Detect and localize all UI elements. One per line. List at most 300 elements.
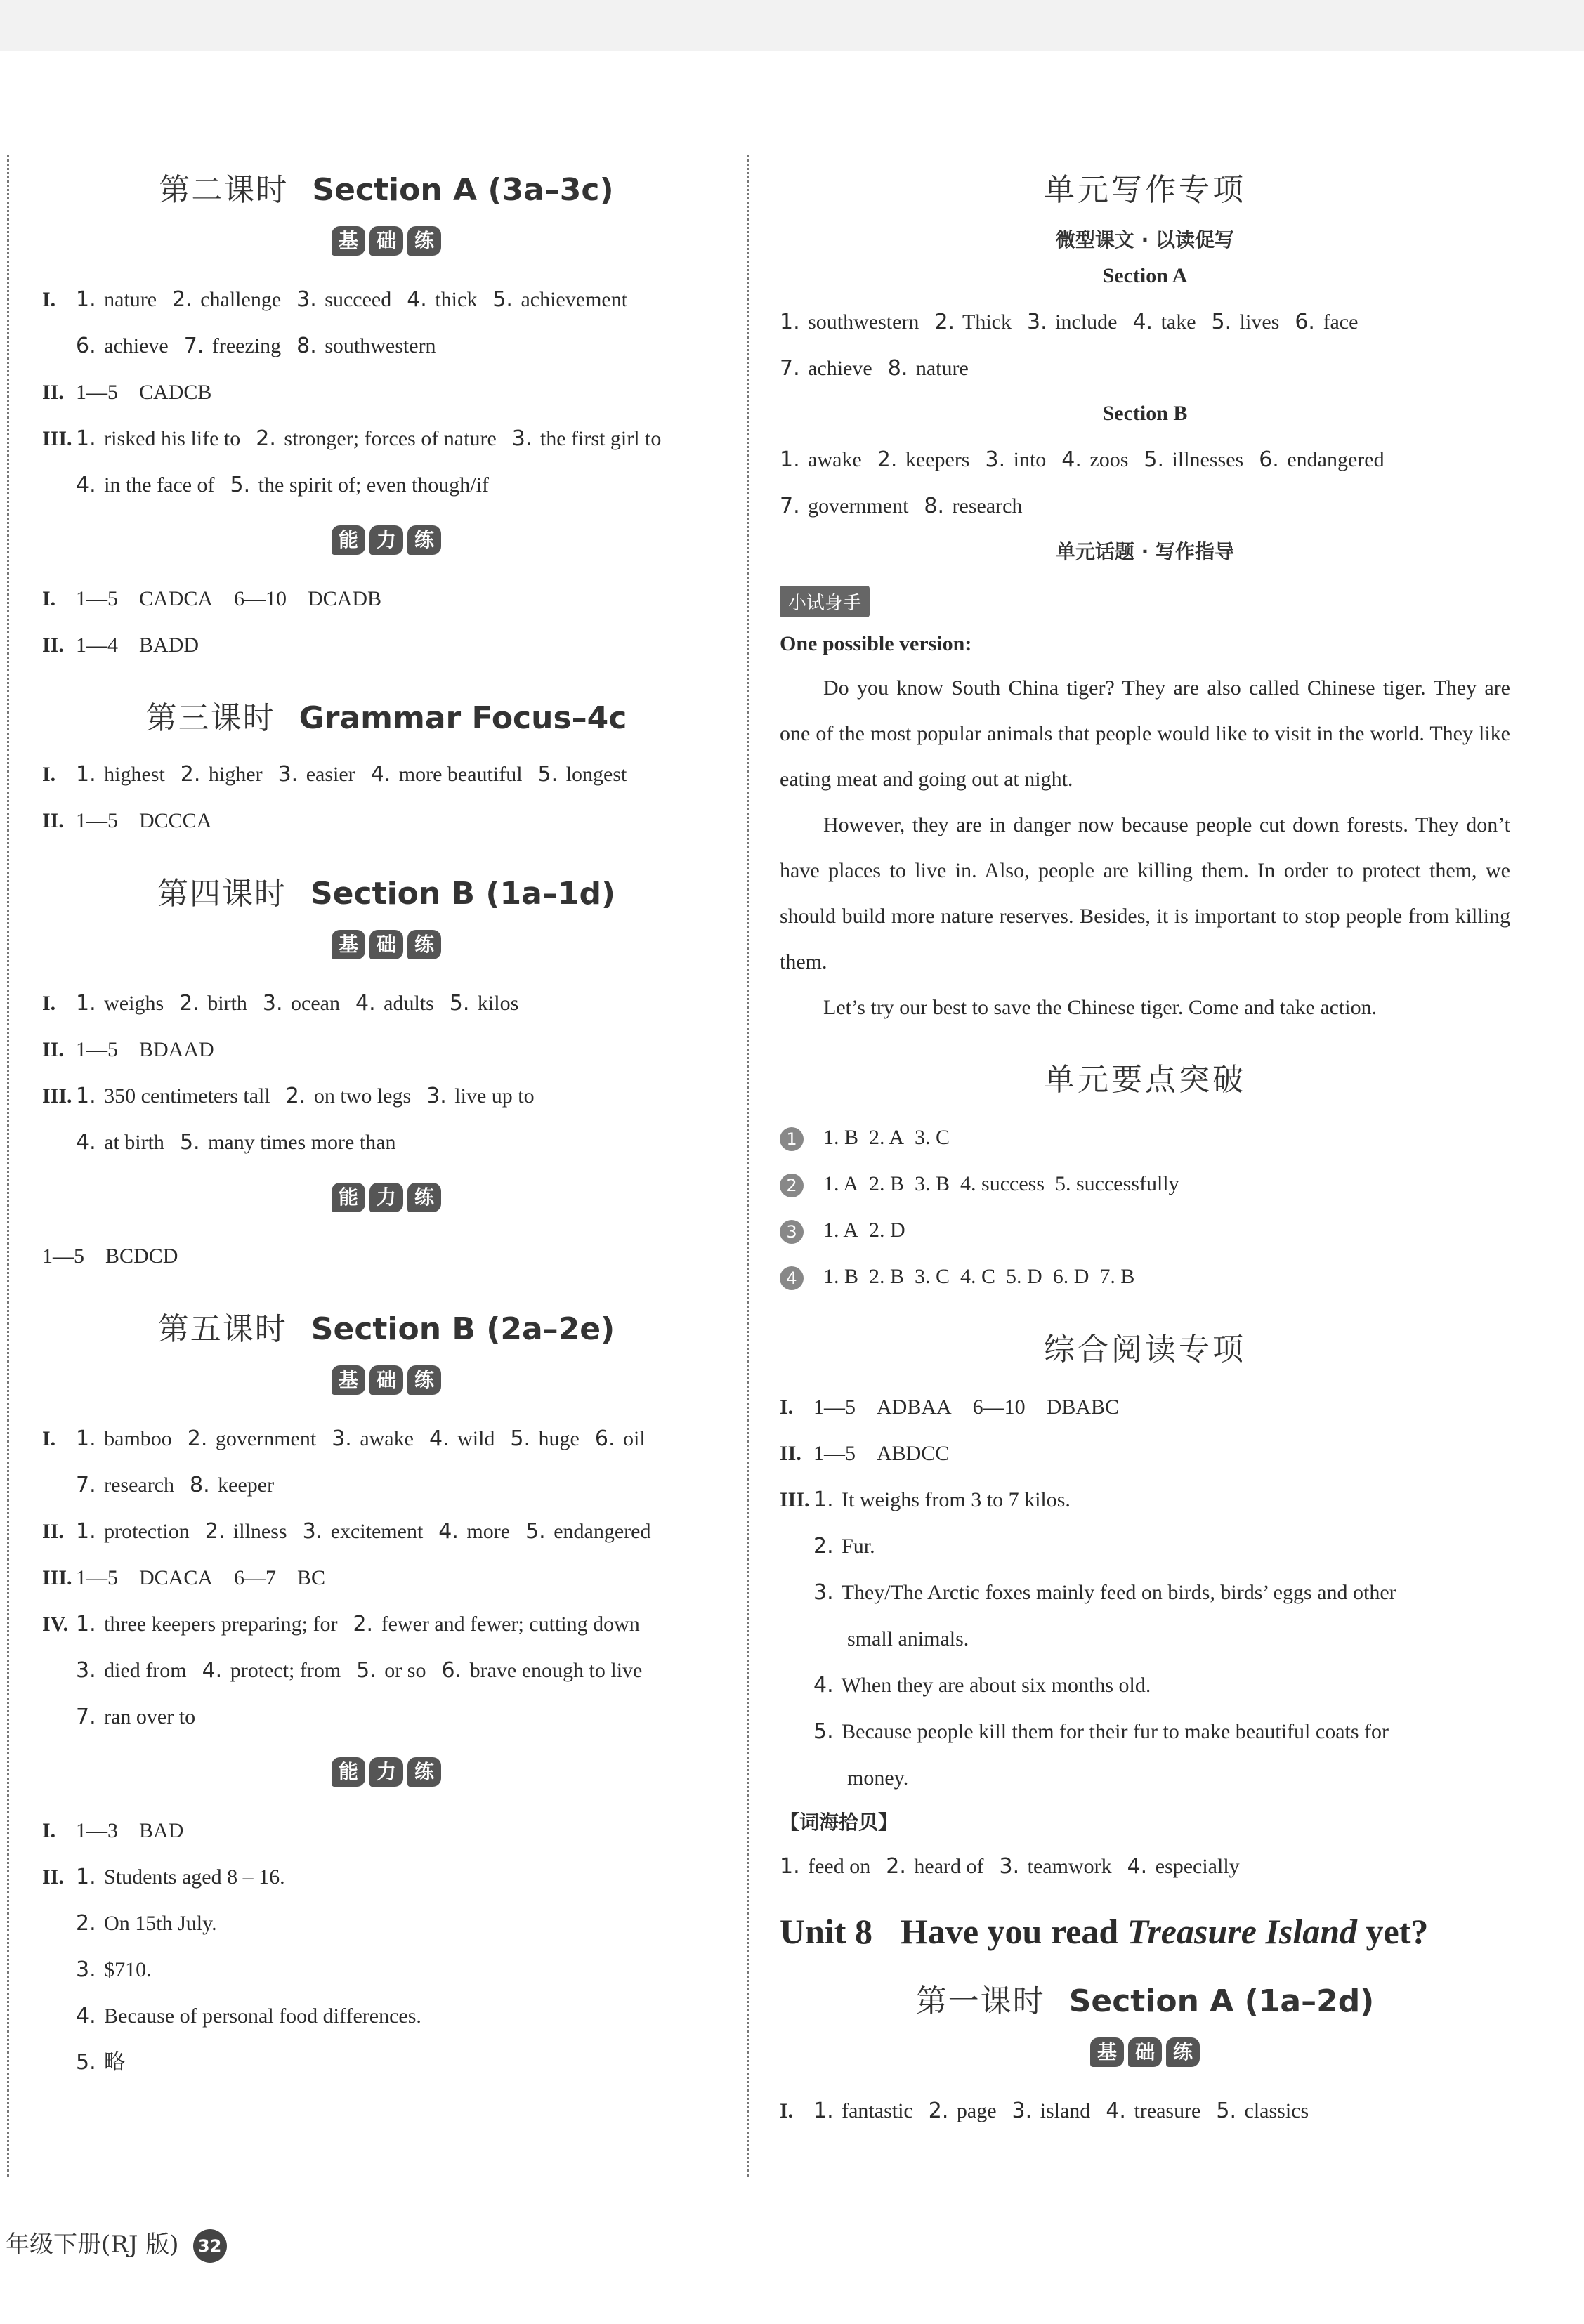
keypoint-number: 1 — [780, 1127, 804, 1151]
answer-item — [1061, 448, 1128, 471]
answer-line: 1—5 BCDCD — [42, 1245, 178, 1268]
item-text: treasure — [1128, 2099, 1201, 2122]
item-text: easier — [301, 763, 355, 786]
section-title — [42, 164, 731, 209]
answer-line — [42, 1416, 731, 1462]
item-number: 8. — [924, 494, 945, 518]
answer-line — [42, 1601, 731, 1648]
item-number: 5. — [1211, 310, 1232, 334]
answer-text: 1—5 DCCCA — [76, 809, 212, 832]
answer-block — [780, 1384, 1510, 1801]
item-text: southwestern — [319, 334, 436, 357]
answer-text: 1. A 2. D — [823, 1219, 905, 1242]
badge-char: 础 — [1128, 2037, 1162, 2067]
item-text: highest — [98, 763, 165, 786]
answer-item — [780, 310, 919, 334]
ability-practice-badge — [42, 1757, 731, 1787]
item-text: They/The Arctic foxes mainly feed on birds, birds’ eggs and other — [836, 1581, 1396, 1604]
item-number: 7. — [780, 356, 800, 381]
item-text: brave enough to live — [464, 1659, 643, 1682]
item-number: 1. — [76, 1519, 96, 1544]
answer-item — [438, 1520, 510, 1543]
item-number: 7. — [780, 494, 800, 518]
answer-item — [180, 1131, 396, 1154]
answer-item — [76, 2004, 421, 2028]
answer-item — [332, 1427, 414, 1450]
item-number: 8. — [887, 356, 908, 381]
item-text: died from — [98, 1659, 187, 1682]
answer-item — [76, 1473, 174, 1497]
roman-numeral: II. — [42, 633, 64, 657]
item-number: 5. — [230, 473, 251, 497]
answer-item — [190, 1473, 274, 1497]
item-text: the spirit of; even though/if — [253, 473, 489, 497]
unit-title-end: yet? — [1357, 1912, 1429, 1951]
item-text: take — [1156, 310, 1196, 334]
item-text: heard of — [908, 1855, 984, 1878]
keypoint-number: 2 — [780, 1174, 804, 1197]
answer-item — [76, 1958, 152, 1981]
answer-item — [429, 1427, 495, 1450]
answer-item — [1127, 1855, 1240, 1878]
badge-char: 基 — [332, 226, 365, 256]
item-text: feed on — [802, 1855, 871, 1878]
item-text: birth — [202, 992, 247, 1015]
item-number: 1. — [813, 2099, 834, 2123]
item-number: 5. — [356, 1658, 377, 1683]
item-number: 1. — [780, 310, 800, 334]
answer-item — [230, 473, 489, 497]
answer-item — [76, 1520, 190, 1543]
badge-char: 练 — [407, 525, 441, 555]
answer-line — [780, 1755, 1510, 1801]
badge-char: 练 — [407, 226, 441, 256]
answer-item — [76, 1912, 217, 1935]
lesson-label: 第三课时 — [145, 700, 275, 736]
answer-item — [371, 763, 523, 786]
section-title — [42, 1304, 731, 1348]
right-column — [780, 140, 1510, 2134]
item-text: kilos — [472, 992, 519, 1015]
item-text: endangered — [1281, 448, 1385, 471]
item-number: 4. — [355, 991, 376, 1016]
answer-line — [42, 1854, 731, 1900]
roman-numeral: I. — [780, 1396, 794, 1419]
answer-text: 1—5 ABDCC — [813, 1442, 950, 1465]
answer-item — [353, 1613, 639, 1636]
answer-text: 1. B 2. B 3. C 4. C 5. D 6. D 7. B — [823, 1265, 1135, 1288]
answer-item — [303, 1520, 424, 1543]
item-number: 3. — [76, 1658, 96, 1683]
answer-item — [1295, 310, 1358, 334]
item-number: 2. — [886, 1854, 906, 1879]
column-divider — [747, 155, 749, 2177]
item-number: 4. — [438, 1519, 459, 1544]
roman-numeral: II. — [42, 1865, 64, 1889]
badge-char: 能 — [332, 1757, 365, 1787]
answer-item — [1106, 2099, 1200, 2122]
item-number: 5. — [76, 2050, 96, 2075]
item-text: many times more than — [202, 1131, 396, 1154]
answer-block — [42, 1808, 731, 2086]
item-number: 4. — [428, 1426, 450, 1451]
answer-item — [76, 763, 165, 786]
item-number: 5. — [492, 287, 513, 312]
item-number: 3. — [262, 991, 283, 1016]
answer-item — [929, 2099, 997, 2122]
lesson-section: Section A (3a–3c) — [312, 172, 614, 208]
roman-numeral: IV. — [42, 1613, 68, 1636]
answer-line — [780, 1844, 1510, 1890]
item-text: zoos — [1084, 448, 1129, 471]
answer-item — [76, 2051, 125, 2074]
item-number: 3. — [277, 762, 299, 787]
answer-item — [886, 1855, 983, 1878]
roman-numeral: I. — [780, 2099, 794, 2122]
item-number: 3. — [296, 287, 317, 312]
item-text: keepers — [900, 448, 970, 471]
item-number: 3. — [302, 1519, 323, 1544]
item-text: more — [461, 1520, 511, 1543]
answer-item — [76, 1084, 270, 1108]
answer-line — [780, 1431, 1510, 1477]
answer-block — [42, 980, 731, 1166]
item-text: risked his life to — [98, 427, 241, 450]
answer-block — [42, 277, 731, 508]
answer-text: 1. A 2. B 3. B 4. success 5. successfully — [823, 1172, 1179, 1195]
answer-line — [780, 299, 1510, 346]
answer-item — [1027, 310, 1117, 334]
badge-char: 基 — [332, 1365, 365, 1395]
answer-line — [42, 1555, 731, 1601]
item-number: 6. — [441, 1658, 462, 1683]
item-number: 5. — [510, 1426, 531, 1451]
item-text: especially — [1150, 1855, 1240, 1878]
item-text: nature — [98, 288, 157, 311]
roman-numeral: I. — [42, 587, 56, 610]
item-number: 4. — [370, 762, 391, 787]
badge-char: 础 — [369, 930, 403, 959]
keypoint-row — [780, 1161, 1510, 1207]
item-text: illness — [228, 1520, 287, 1543]
item-text: 略 — [98, 2051, 126, 2074]
item-text: southwestern — [802, 310, 919, 334]
keypoint-row — [780, 1207, 1510, 1254]
item-number: 1. — [780, 447, 800, 472]
answer-item — [813, 1674, 1151, 1697]
answer-item — [512, 427, 662, 450]
answer-line — [780, 2088, 1510, 2134]
answer-line — [42, 2040, 731, 2086]
roman-numeral: II. — [42, 1520, 64, 1543]
answer-line — [42, 1993, 731, 2040]
item-number: 3. — [426, 1084, 447, 1108]
badge-char: 练 — [407, 1365, 441, 1395]
item-text: endangered — [548, 1520, 651, 1543]
keypoint-number: 3 — [780, 1220, 804, 1244]
item-text: oil — [617, 1427, 646, 1450]
answer-block — [42, 576, 731, 669]
lesson-section: Section B (1a–1d) — [310, 876, 616, 912]
roman-numeral: III. — [42, 1084, 72, 1108]
answer-line — [42, 1694, 731, 1740]
answer-item — [1216, 2099, 1309, 2122]
item-number: 3. — [511, 426, 532, 451]
answer-line — [42, 1027, 731, 1073]
answer-item — [813, 1488, 1071, 1511]
basic-practice-badge — [42, 930, 731, 959]
answer-line — [780, 1616, 1510, 1662]
answer-text: 1—5 ADBAA 6—10 DBABC — [813, 1396, 1120, 1419]
item-number: 4. — [1132, 310, 1153, 334]
answer-line — [42, 1120, 731, 1166]
answer-item — [296, 288, 391, 311]
basic-practice-badge — [42, 1365, 731, 1395]
item-text: on two legs — [308, 1084, 412, 1108]
item-text: protection — [98, 1520, 190, 1543]
answer-item — [76, 288, 157, 311]
item-text: government — [802, 494, 909, 518]
item-text: research — [98, 1473, 175, 1497]
answer-item — [296, 334, 436, 357]
answer-item — [76, 427, 240, 450]
answer-item — [256, 427, 497, 450]
keypoints-title: 单元要点突破 — [1044, 1062, 1246, 1098]
item-text: live up to — [449, 1084, 535, 1108]
answer-item — [278, 763, 355, 786]
book-title: Treasure Island — [1127, 1912, 1358, 1951]
answer-line — [42, 1900, 731, 1947]
section-a-label: Section A — [1102, 264, 1188, 287]
answer-item — [76, 1865, 285, 1889]
item-number: 4. — [1061, 447, 1082, 472]
item-text: freezing — [207, 334, 282, 357]
answer-item — [1144, 448, 1243, 471]
answer-text: 1—5 DCACA 6—7 BC — [76, 1566, 326, 1589]
answer-line — [42, 1509, 731, 1555]
answer-item — [492, 288, 627, 311]
keypoint-row — [780, 1254, 1510, 1300]
item-text: stronger; forces of nature — [278, 427, 497, 450]
item-number: 7. — [76, 1705, 96, 1729]
item-number: 3. — [332, 1426, 352, 1451]
answer-item — [1000, 1855, 1112, 1878]
item-text: awake — [354, 1427, 414, 1450]
try-it-tag: 小试身手 — [780, 586, 870, 617]
answer-item — [188, 1427, 316, 1450]
item-number: 3. — [813, 1580, 834, 1605]
answer-item — [76, 334, 169, 357]
answer-line — [42, 622, 731, 669]
keypoint-number: 4 — [780, 1266, 804, 1290]
answer-item — [263, 992, 340, 1015]
answer-item — [76, 1659, 187, 1682]
roman-numeral: II. — [42, 381, 64, 404]
writing-subtitle: 微型课文 · 以读促写 — [1055, 228, 1235, 251]
reading-title: 综合阅读专项 — [1044, 1332, 1246, 1367]
writing-section-title: 单元写作专项 — [1044, 172, 1246, 208]
answer-text: 1—5 CADCB — [76, 381, 212, 404]
lesson-label: 第五课时 — [157, 1311, 287, 1347]
item-text: achieve — [802, 357, 872, 380]
item-number: 1. — [813, 1488, 834, 1512]
answer-text: small animals. — [847, 1627, 969, 1650]
item-number: 5. — [1144, 447, 1165, 472]
item-number: 1. — [76, 1612, 96, 1636]
answer-item — [426, 1084, 534, 1108]
binding-fold-line — [7, 155, 9, 2177]
answer-block — [780, 1844, 1510, 1890]
answer-item — [76, 992, 164, 1015]
item-number: 2. — [172, 287, 192, 312]
keypoints-list — [780, 1115, 1510, 1300]
item-number: 1. — [76, 426, 96, 451]
answer-line — [42, 369, 731, 416]
item-text: nature — [910, 357, 969, 380]
roman-numeral: I. — [42, 763, 56, 786]
roman-numeral: II. — [42, 1038, 64, 1061]
item-number: 5. — [813, 1719, 834, 1744]
item-number: 6. — [594, 1426, 615, 1451]
badge-char: 基 — [332, 930, 365, 959]
item-text: 350 centimeters tall — [98, 1084, 270, 1108]
answer-item — [356, 1659, 426, 1682]
essay-paragraph: Let’s try our best to save the Chinese tiger. Come and take action. — [823, 996, 1377, 1019]
vocabulary-label: 【词海拾贝】 — [780, 1811, 898, 1834]
roman-numeral: III. — [42, 1566, 72, 1589]
answer-item — [76, 1613, 337, 1636]
item-number: 1. — [76, 287, 96, 312]
item-text: in the face of — [98, 473, 215, 497]
roman-numeral: III. — [780, 1488, 810, 1511]
answer-text: 1—5 CADCA 6—10 DCADB — [76, 587, 382, 610]
item-number: 6. — [1259, 447, 1279, 472]
answer-item — [780, 357, 872, 380]
answer-item — [184, 334, 281, 357]
item-text: excitement — [325, 1520, 424, 1543]
answer-item — [202, 1659, 341, 1682]
item-number: 3. — [999, 1854, 1020, 1879]
answer-item — [877, 448, 970, 471]
item-number: 1. — [76, 991, 96, 1016]
item-text: island — [1035, 2099, 1091, 2122]
answer-line — [42, 323, 731, 369]
answer-line — [780, 1523, 1510, 1570]
answer-item — [1212, 310, 1280, 334]
answer-line — [42, 798, 731, 844]
item-text: government — [210, 1427, 317, 1450]
badge-char: 练 — [1166, 2037, 1200, 2067]
item-text: bamboo — [98, 1427, 172, 1450]
answer-line — [780, 437, 1510, 483]
answer-text: 1—3 BAD — [76, 1819, 184, 1842]
item-text: classics — [1239, 2099, 1309, 2122]
item-text: ran over to — [98, 1705, 196, 1728]
item-number: 3. — [1027, 310, 1047, 334]
item-text: Students aged 8 – 16. — [98, 1865, 285, 1889]
possible-version-label: One possible version: — [780, 632, 972, 655]
answer-line — [780, 1570, 1510, 1616]
item-number: 4. — [202, 1658, 223, 1683]
item-text: protect; from — [225, 1659, 341, 1682]
item-text: illnesses — [1167, 448, 1244, 471]
answer-item — [407, 288, 477, 311]
answer-line — [42, 980, 731, 1027]
roman-numeral: II. — [42, 809, 64, 832]
essay-paragraph: However, they are in danger now because people cut down forests. They don’t have places to live in. Also, people are killing them. In order to protect them, we should build more nature reserves. Besides, it is important to stop people from killing them. — [780, 813, 1510, 973]
item-number: 2. — [353, 1612, 374, 1636]
item-number: 4. — [76, 1130, 96, 1155]
page-footer — [6, 2225, 227, 2263]
item-text: include — [1049, 310, 1118, 334]
section-title — [42, 868, 731, 913]
item-number: 2. — [813, 1534, 834, 1558]
item-number: 1. — [76, 762, 96, 787]
answer-item — [76, 1427, 172, 1450]
item-text: research — [947, 494, 1023, 518]
item-number: 2. — [204, 1519, 225, 1544]
lesson-label: 第四课时 — [157, 876, 287, 912]
item-text: challenge — [195, 288, 282, 311]
item-text: more beautiful — [393, 763, 523, 786]
answer-item — [813, 1581, 1396, 1604]
item-number: 5. — [525, 1519, 546, 1544]
item-number: 6. — [76, 334, 96, 358]
item-text: Because people kill them for their fur to make beautiful coats for — [836, 1720, 1389, 1743]
answer-line — [42, 1073, 731, 1120]
answer-line — [42, 1462, 731, 1509]
item-number: 4. — [76, 2004, 96, 2028]
basic-practice-badge — [42, 226, 731, 256]
answer-block — [42, 751, 731, 844]
item-text: three keepers preparing; for — [98, 1613, 338, 1636]
item-number: 8. — [296, 334, 317, 358]
item-number: 2. — [256, 426, 276, 451]
answer-item — [888, 357, 969, 380]
answer-item — [813, 1720, 1389, 1743]
item-number: 2. — [76, 1911, 96, 1936]
roman-numeral: I. — [42, 288, 56, 311]
section-title — [780, 1976, 1510, 2021]
item-text: Fur. — [836, 1535, 875, 1558]
answer-line — [780, 346, 1510, 392]
badge-char: 练 — [407, 1183, 441, 1212]
item-number: 5. — [179, 1130, 200, 1155]
badge-char: 力 — [369, 1757, 403, 1787]
answer-line — [42, 462, 731, 508]
lesson-section: Grammar Focus–4c — [299, 700, 627, 736]
item-text: or so — [379, 1659, 426, 1682]
badge-char: 练 — [407, 1757, 441, 1787]
badge-char: 练 — [407, 930, 441, 959]
answer-line — [42, 1808, 731, 1854]
answer-item — [355, 992, 434, 1015]
unit-title — [780, 1911, 1510, 1952]
answer-item — [1259, 448, 1384, 471]
item-text: fewer and fewer; cutting down — [376, 1613, 640, 1636]
badge-char: 能 — [332, 525, 365, 555]
roman-numeral: I. — [42, 1819, 56, 1842]
lesson-label: 第一课时 — [915, 1983, 1045, 2019]
item-number: 4. — [1127, 1854, 1148, 1879]
item-text: into — [1008, 448, 1047, 471]
item-number: 1. — [76, 1865, 96, 1889]
answer-text: 1. B 2. A 3. C — [823, 1126, 950, 1149]
answer-item — [813, 2099, 913, 2122]
item-number: 2. — [179, 991, 199, 1016]
item-number: 5. — [449, 991, 470, 1016]
item-text: $710. — [98, 1958, 152, 1981]
